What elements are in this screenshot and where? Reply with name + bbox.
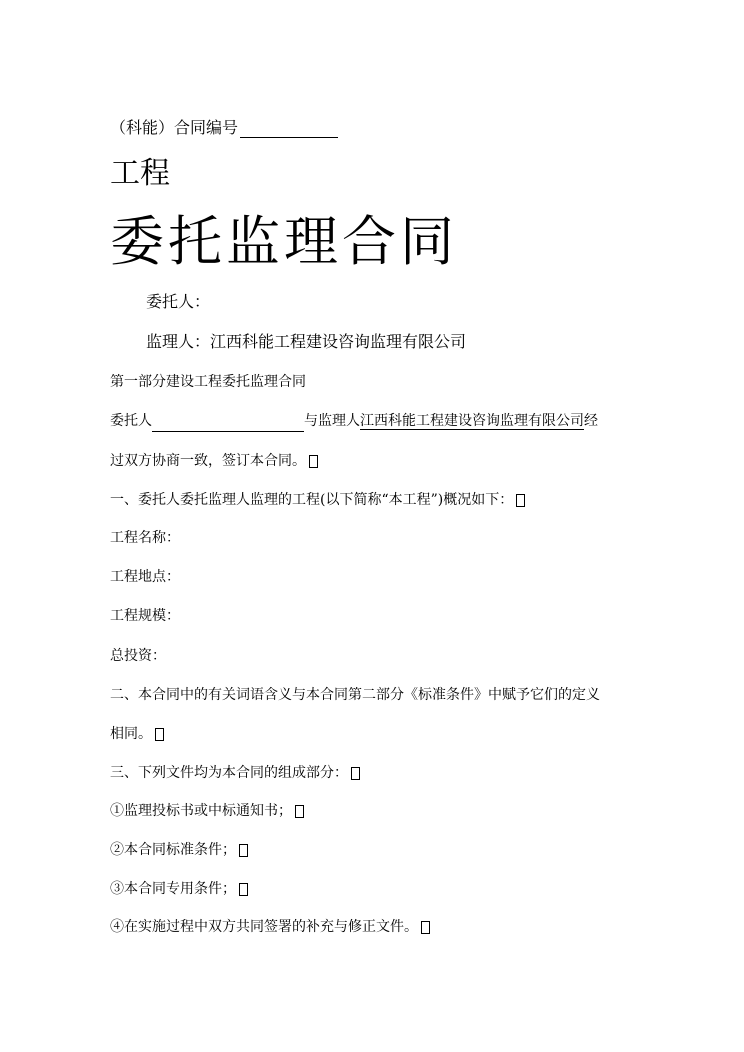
clause-one <box>110 490 525 510</box>
project-heading: 工程 <box>110 156 170 191</box>
section-title: 第一部分建设工程委托监理合同 <box>110 374 306 390</box>
list-item-text: ③本合同专用条件； <box>110 881 236 897</box>
project-scale-line: 工程规模： <box>110 608 180 624</box>
list-item <box>110 801 304 821</box>
agreement-text: 过双方协商一致，签订本合同。 <box>110 453 306 469</box>
client-name-blank <box>152 414 304 432</box>
clause-three <box>110 763 360 783</box>
paragraph-mark-icon <box>239 883 248 896</box>
supervisor-suffix: 经 <box>584 413 598 429</box>
supervisor-name: 江西科能工程建设咨询监理有限公司 <box>360 413 584 429</box>
list-item-text: ④在实施过程中双方共同签署的补充与修正文件。 <box>110 919 418 935</box>
project-location-line: 工程地点： <box>110 569 180 585</box>
supervisor-party-line: 监理人：江西科能工程建设咨询监理有限公司 <box>146 332 467 351</box>
clause-two-line-two <box>110 724 164 744</box>
paragraph-mark-icon <box>155 728 164 741</box>
paragraph-mark-icon <box>309 455 318 468</box>
paragraph-mark-icon <box>239 844 248 857</box>
project-name-line: 工程名称： <box>110 530 180 546</box>
contract-number-label: （科能）合同编号 <box>110 118 239 137</box>
agreement-line <box>110 451 318 471</box>
client-party-line: 委托人： <box>146 292 211 311</box>
supervisor-prefix: 与监理人 <box>304 413 360 429</box>
paragraph-mark-icon <box>351 767 360 780</box>
list-item-text: ①监理投标书或中标通知书； <box>110 803 292 819</box>
client-prefix: 委托人 <box>110 413 152 429</box>
clause-two-text: 相同。 <box>110 726 152 742</box>
list-item <box>110 840 248 860</box>
clause-three-text: 三、下列文件均为本合同的组成部分： <box>110 765 348 781</box>
total-investment-line: 总投资： <box>110 648 166 664</box>
clause-one-text: 一、委托人委托监理人监理的工程(以下简称“本工程”)概况如下： <box>110 492 514 508</box>
contract-number-line <box>110 118 338 138</box>
list-item-text: ②本合同标准条件； <box>110 842 236 858</box>
contract-number-blank <box>240 119 338 138</box>
list-item <box>110 879 248 899</box>
clause-two-line-one: 二、本合同中的有关词语含义与本合同第二部分《标准条件》中赋予它们的定义 <box>110 687 600 703</box>
paragraph-mark-icon <box>516 494 525 507</box>
paragraph-mark-icon <box>295 805 304 818</box>
parties-statement-line <box>110 411 598 432</box>
paragraph-mark-icon <box>421 921 430 934</box>
document-title: 委托监理合同 <box>110 210 458 273</box>
list-item <box>110 917 430 937</box>
